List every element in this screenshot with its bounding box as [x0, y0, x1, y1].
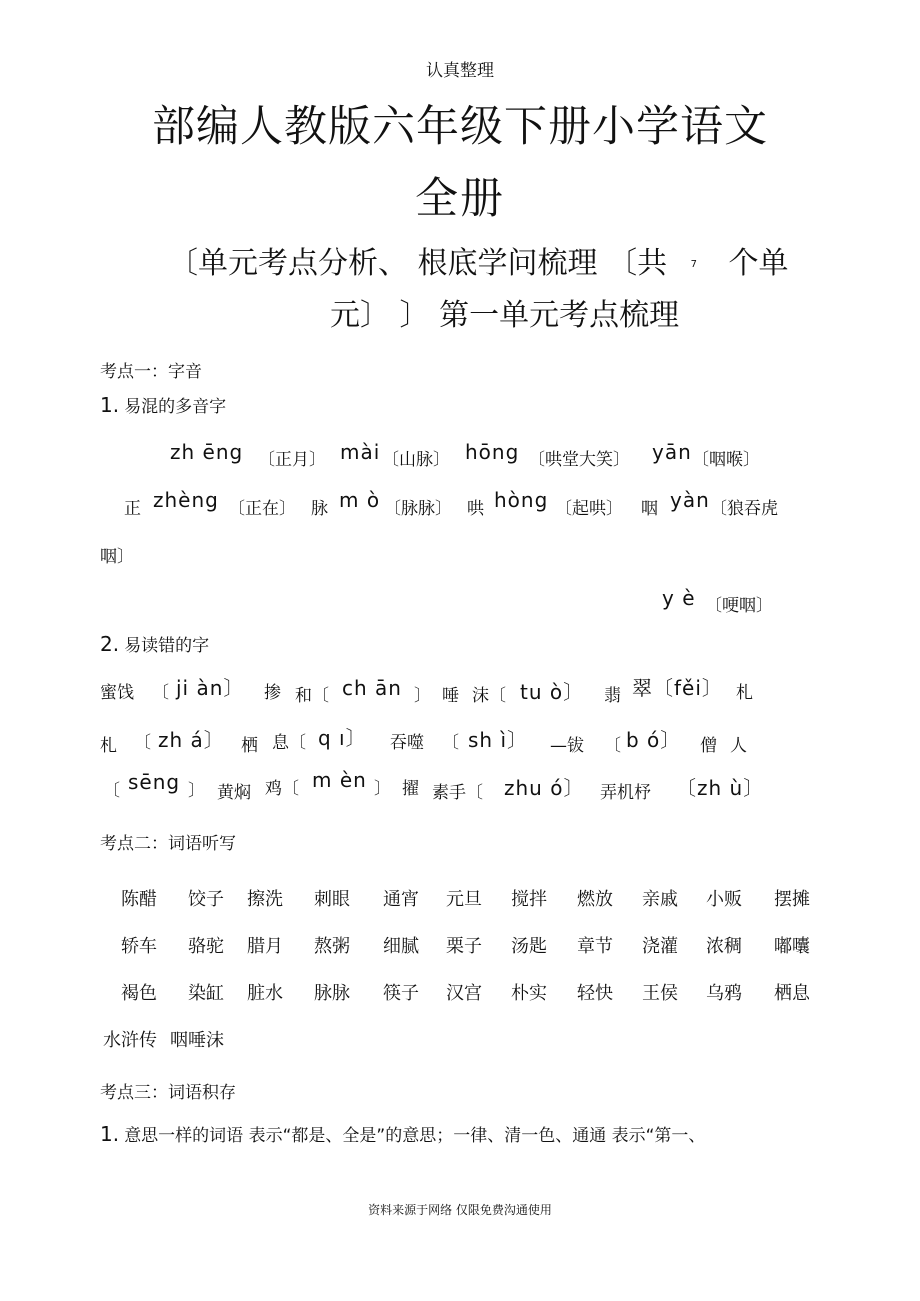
word: 素手〔: [432, 783, 483, 803]
vocab-word: 燃放: [577, 889, 613, 910]
vocab-word: 嘟囔: [774, 936, 810, 957]
vocab-word: 脉脉: [314, 983, 350, 1004]
word: 唾: [442, 686, 459, 706]
word: 鸡〔: [265, 779, 299, 799]
vocab-word: 咽唾沫: [170, 1030, 224, 1051]
vocab-word: 朴实: [511, 983, 547, 1004]
pinyin: ch ān: [342, 676, 402, 700]
pinyin: zhèng: [153, 488, 219, 512]
word: 吞噬: [390, 733, 424, 753]
pinyin: 〔zh ù〕: [676, 776, 765, 800]
vocab-word: 汉宫: [446, 983, 482, 1004]
word: 札: [100, 736, 117, 756]
title-line-3: [168, 238, 789, 282]
sub2-number: 2.: [100, 632, 120, 656]
title-line-1: 部编人教版六年级下册小学语文: [152, 102, 768, 152]
vocab-word: 染缸: [188, 983, 224, 1004]
vocab-word: 栗子: [446, 936, 482, 957]
pinyin: hōng: [465, 440, 520, 464]
vocab-word: 栖息: [774, 983, 810, 1004]
example-word: 〔起哄〕: [555, 499, 623, 519]
character: 咽: [641, 499, 658, 519]
vocab-word: 饺子: [188, 889, 224, 910]
vocab-word: 亲戚: [642, 889, 678, 910]
pinyin: q ı〕: [318, 726, 367, 750]
bracket: 〕: [188, 781, 205, 801]
pinyin: tu ò〕: [520, 680, 585, 704]
sub1-number: 1.: [100, 393, 120, 417]
vocab-word: 通宵: [383, 889, 419, 910]
example-word: 〔狼吞虎: [710, 499, 778, 519]
example-word: 〔正月〕: [258, 450, 326, 470]
word: 和〔: [295, 686, 329, 706]
vocab-word: 王侯: [642, 983, 678, 1004]
vocab-word: 陈醋: [121, 889, 157, 910]
vocab-word: 擦洗: [247, 889, 283, 910]
bracket: 〔: [134, 733, 151, 753]
example-word-cont: 咽〕: [100, 547, 134, 567]
word: 僧: [700, 736, 717, 756]
vocab-word: 水浒传: [103, 1030, 157, 1051]
word: 札: [736, 683, 753, 703]
sub1-label: 易混的多音字: [124, 397, 227, 417]
example-word: 〔哽咽〕: [705, 596, 773, 616]
title-line-3a: 〔单元考点分析、 根底学问梳理 〔共: [168, 246, 668, 281]
page-header: 认真整理: [426, 61, 494, 81]
character: 脉: [311, 499, 328, 519]
pinyin: b ó〕: [626, 728, 682, 752]
pinyin: yàn: [670, 488, 710, 512]
vocab-word: 浓稠: [706, 936, 742, 957]
item-number: 1.: [100, 1122, 120, 1146]
word: 蜜饯: [100, 683, 134, 703]
word: 弄机杼: [600, 783, 651, 803]
example-word: 〔哄堂大笑〕: [528, 450, 630, 470]
page-footer: 资料来源于网络 仅限免费沟通使用: [368, 1203, 552, 1217]
bracket: 〔: [442, 733, 459, 753]
section-1-heading: 考点一：字音: [100, 362, 202, 382]
pinyin: m èn: [312, 768, 367, 792]
vocab-word: 轿车: [121, 936, 157, 957]
title-line-2: 全册: [415, 174, 505, 224]
character: 哄: [467, 499, 484, 519]
example-word: 〔正在〕: [228, 499, 296, 519]
sub2-label: 易读错的字: [124, 636, 210, 656]
vocab-word: 细腻: [383, 936, 419, 957]
pinyin: mài: [340, 440, 381, 464]
pinyin: sh ì〕: [468, 728, 529, 752]
bracket: 〕: [374, 779, 391, 799]
vocab-word: 褐色: [121, 983, 157, 1004]
vocab-word: 轻快: [577, 983, 613, 1004]
word: 栖: [241, 736, 258, 756]
vocab-word: 熬粥: [314, 936, 350, 957]
example-word: 〔脉脉〕: [384, 499, 452, 519]
vocab-word: 腊月: [247, 936, 283, 957]
vocab-word: 汤匙: [511, 936, 547, 957]
title-line-3c: 个单: [728, 246, 789, 281]
word-pinyin: 翠〔fěi〕: [632, 676, 723, 700]
pinyin: sēng: [128, 770, 181, 794]
vocab-word: 骆驼: [188, 936, 224, 957]
pinyin: zhu ó〕: [504, 776, 585, 800]
bracket: 〕: [414, 686, 431, 706]
vocab-word: 刺眼: [314, 889, 350, 910]
pinyin: m ò: [339, 488, 381, 512]
example-word: 〔咽喉〕: [692, 450, 760, 470]
section-3-item-1: [100, 1121, 705, 1146]
vocab-word: 元旦: [446, 889, 482, 910]
word: —钹: [550, 736, 584, 756]
character: 正: [124, 499, 141, 519]
bracket: 〔: [103, 781, 120, 801]
pinyin: hòng: [494, 488, 549, 512]
vocab-word: 搅拌: [511, 889, 547, 910]
title-unit-count: 7: [690, 259, 697, 270]
pinyin: y è: [662, 586, 696, 610]
vocab-word: 筷子: [383, 983, 419, 1004]
sub1-heading: [100, 392, 226, 417]
word: 黄焖: [217, 783, 251, 803]
word: 息〔: [272, 733, 306, 753]
bracket: 〔: [152, 683, 169, 703]
pinyin: zh á〕: [158, 728, 225, 752]
pinyin: zh ēng: [170, 440, 244, 464]
word: 沫〔: [472, 686, 506, 706]
word: 擢: [402, 779, 419, 799]
sub2-heading: [100, 631, 209, 656]
pinyin: ji àn〕: [176, 676, 245, 700]
word: 翡: [604, 686, 621, 706]
vocab-word: 摆摊: [774, 889, 810, 910]
section-3-heading: 考点三：词语积存: [100, 1083, 236, 1103]
vocab-word: 章节: [577, 936, 613, 957]
vocab-word: 脏水: [247, 983, 283, 1004]
vocab-word: 乌鸦: [706, 983, 742, 1004]
title-line-4: 元〕 〕 第一单元考点梳理: [330, 298, 680, 333]
section-2-heading: 考点二：词语听写: [100, 834, 236, 854]
pinyin: yān: [652, 440, 692, 464]
vocab-word: 小贩: [706, 889, 742, 910]
vocab-word: 浇灌: [642, 936, 678, 957]
item-text: 意思一样的词语 表示“都是、全是”的意思；一律、清一色、通通 表示“第一、: [124, 1126, 706, 1146]
word: 人: [730, 736, 747, 756]
example-word: 〔山脉〕: [382, 450, 450, 470]
bracket: 〔: [604, 736, 621, 756]
word: 掺: [264, 683, 281, 703]
